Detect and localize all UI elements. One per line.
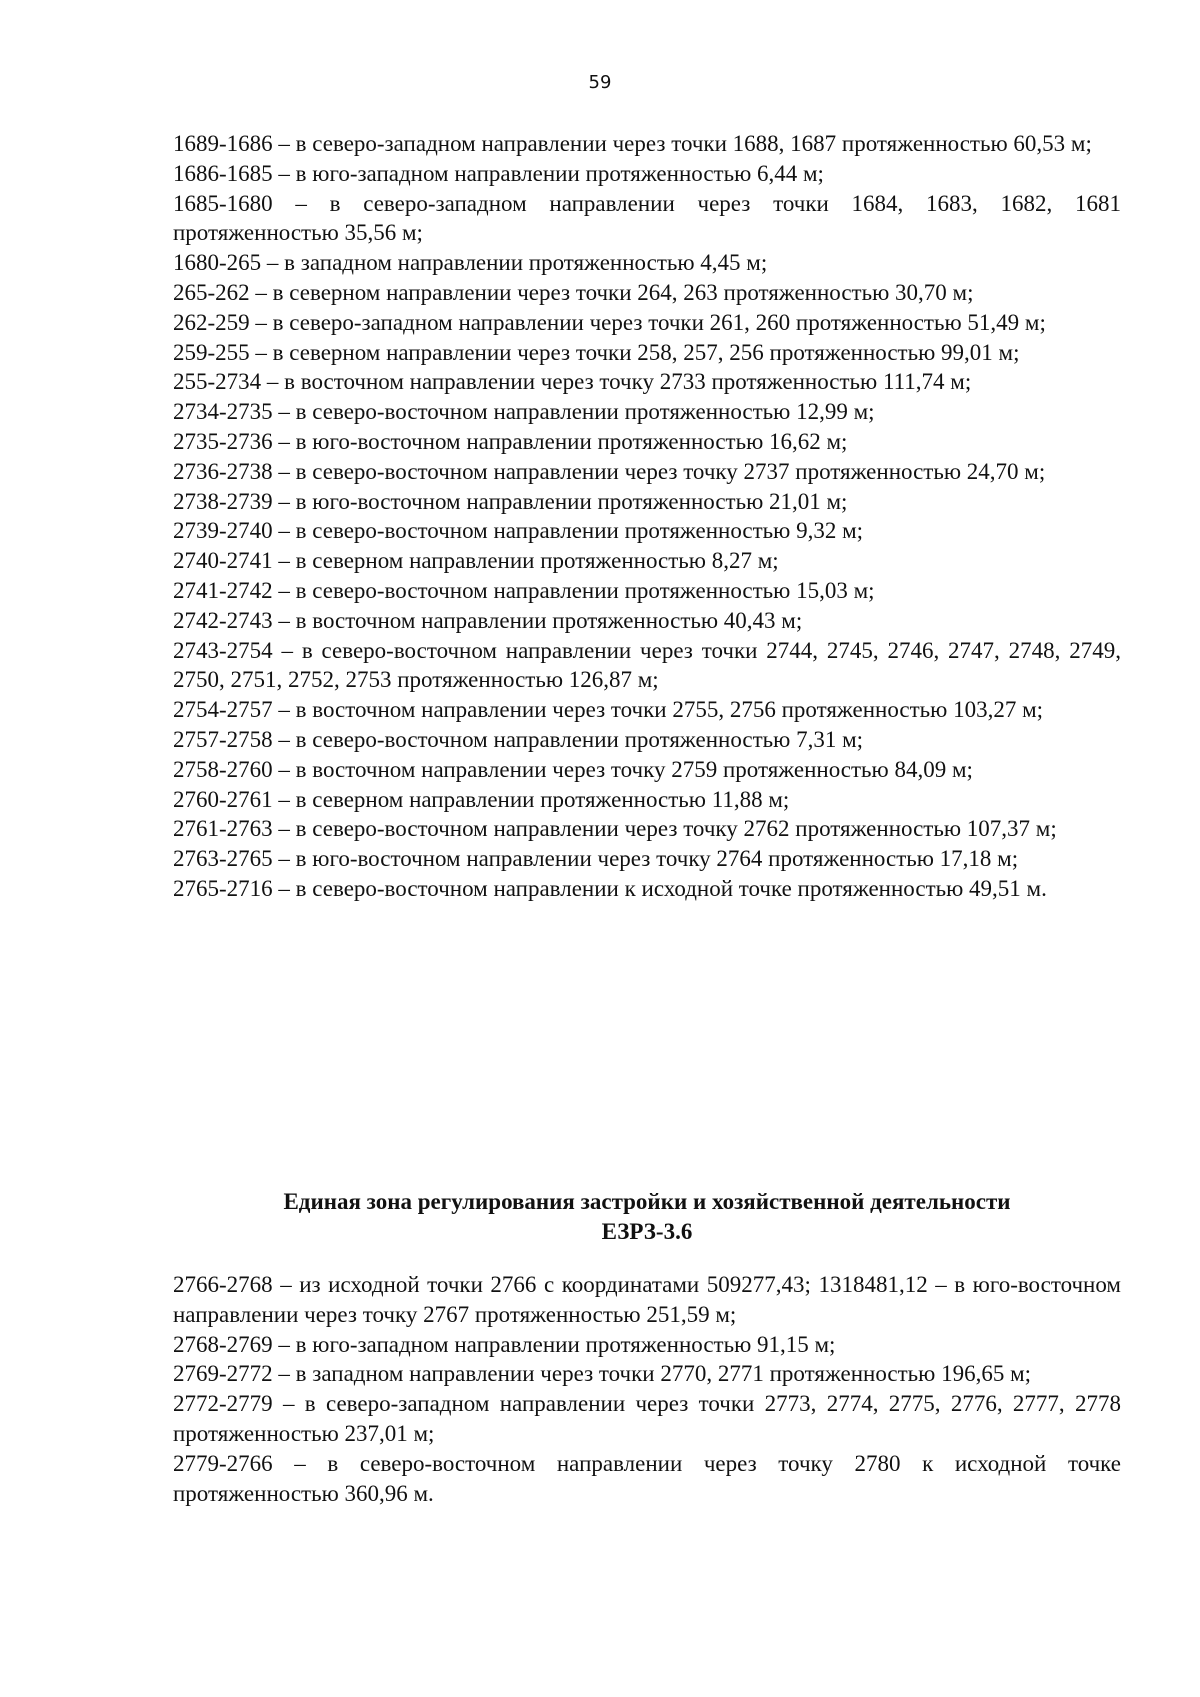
- boundary-segment: 2758-2760 – в восточном направлении через точку 2759 протяженностью 84,09 м;: [173, 756, 973, 782]
- boundary-segment: 2738-2739 – в юго-восточном направлении протяженностью 21,01 м;: [173, 488, 848, 514]
- boundary-segment: 2742-2743 – в восточном направлении протяженностью 40,43 м;: [173, 607, 803, 633]
- section-heading: [173, 1187, 1121, 1247]
- boundary-segment: 2754-2757 – в восточном направлении через точки 2755, 2756 протяженностью 103,27 м;: [173, 697, 1044, 723]
- zone-boundary-description-list: [173, 1270, 1121, 1508]
- boundary-description-list: [173, 129, 1121, 904]
- boundary-segment: 1686-1685 – в юго-западном направлении протяженностью 6,44 м;: [173, 160, 824, 186]
- boundary-segment: 1689-1686 – в северо-западном направлении через точки 1688, 1687 протяженностью 60,53 м;: [173, 131, 1092, 156]
- section-heading-line-2: ЕЗРЗ-3.6: [601, 1219, 693, 1244]
- boundary-segment: 2736-2738 – в северо-восточном направлении через точку 2737 протяженностью 24,70 м;: [173, 458, 1046, 484]
- section-heading-line-1: Единая зона регулирования застройки и хозяйственной деятельности: [283, 1189, 1011, 1214]
- boundary-segment: 2769-2772 – в западном направлении через точки 2770, 2771 протяженностью 196,65 м;: [173, 1361, 1032, 1387]
- boundary-segment: 2772-2779 – в северо-западном направлении через точки 2773, 2774, 2775, 2776, 2777, 2778 протяженностью 237,01 м;: [173, 1391, 1121, 1446]
- boundary-segment: 1685-1680 – в северо-западном направлении через точки 1684, 1683, 1682, 1681 протяженностью 35,56 м;: [173, 190, 1121, 246]
- boundary-segment: 2779-2766 – в северо-восточном направлении через точку 2780 к исходной точке протяженностью 360,96 м.: [173, 1450, 1121, 1506]
- boundary-segment: 2765-2716 – в северо-восточном направлении к исходной точке протяженностью 49,51 м.: [173, 875, 1047, 901]
- boundary-segment: 2739-2740 – в северо-восточном направлении протяженностью 9,32 м;: [173, 518, 864, 544]
- boundary-segment: 2760-2761 – в северном направлении протяженностью 11,88 м;: [173, 786, 790, 812]
- boundary-segment: 1680-265 – в западном направлении протяженностью 4,45 м;: [173, 250, 768, 276]
- boundary-segment: 255-2734 – в восточном направлении через точку 2733 протяженностью 111,74 м;: [173, 369, 972, 395]
- boundary-segment: 2766-2768 – из исходной точки 2766 с координатами 509277,43; 1318481,12 – в юго-восточном направлении через точку 2767 протяженностью 251,59 м;: [173, 1272, 1121, 1327]
- boundary-segment: 2740-2741 – в северном направлении протяженностью 8,27 м;: [173, 548, 779, 574]
- boundary-segment: 2743-2754 – в северо-восточном направлении через точки 2744, 2745, 2746, 2747, 2748, 2749, 2750, 2751, 2752, 2753 протяженностью 126,87 м;: [173, 637, 1121, 693]
- boundary-segment: 2763-2765 – в юго-восточном направлении через точку 2764 протяженностью 17,18 м;: [173, 846, 1019, 872]
- boundary-segment: 259-255 – в северном направлении через точки 258, 257, 256 протяженностью 99,01 м;: [173, 339, 1020, 365]
- boundary-segment: 2741-2742 – в северо-восточном направлении протяженностью 15,03 м;: [173, 577, 875, 603]
- page-number: 59: [588, 72, 612, 93]
- boundary-segment: 2757-2758 – в северо-восточном направлении протяженностью 7,31 м;: [173, 726, 864, 752]
- boundary-segment: 2735-2736 – в юго-восточном направлении протяженностью 16,62 м;: [173, 428, 848, 454]
- boundary-segment: 2734-2735 – в северо-восточном направлении протяженностью 12,99 м;: [173, 399, 875, 425]
- boundary-segment: 262-259 – в северо-западном направлении через точки 261, 260 протяженностью 51,49 м;: [173, 309, 1046, 335]
- boundary-segment: 2761-2763 – в северо-восточном направлении через точку 2762 протяженностью 107,37 м;: [173, 816, 1057, 842]
- boundary-segment: 2768-2769 – в юго-западном направлении протяженностью 91,15 м;: [173, 1331, 836, 1357]
- boundary-segment: 265-262 – в северном направлении через точки 264, 263 протяженностью 30,70 м;: [173, 279, 974, 305]
